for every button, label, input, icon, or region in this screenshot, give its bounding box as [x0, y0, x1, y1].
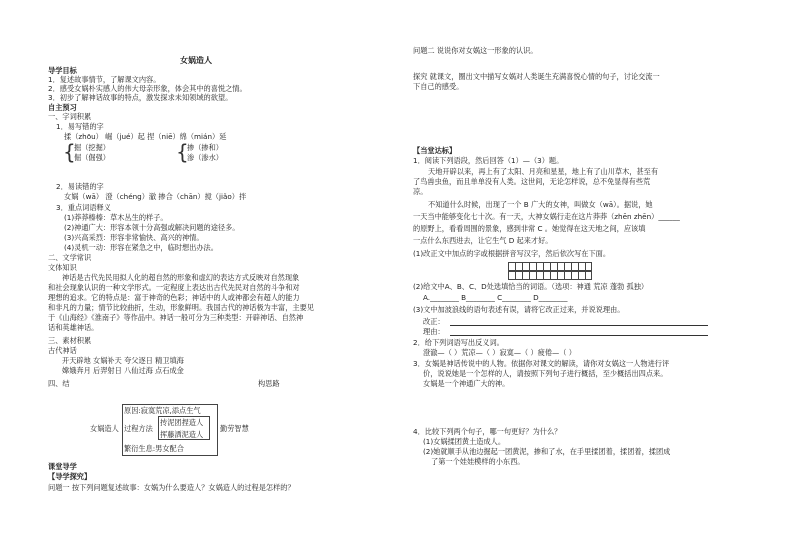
sub-question: (2)给文中A、B、C、D处选填恰当的词语。（选项：神通 荒凉 蓬勃 孤独） — [413, 282, 649, 291]
map-reason: 原因:寂寞荒凉,添点生气 — [124, 406, 201, 415]
passage-line: 天地开辟以来，再上有了太阳、月亮和星星，地上有了山川草木，甚至有 — [428, 167, 659, 176]
exercise-three: 3．女娲是神话传说中的人物。依据你对课文的解读，请你对女娲这一人物进行评 — [413, 359, 670, 368]
myth-row: 开天辟地 女娲补天 夸父逐日 精卫填海 — [62, 356, 184, 365]
passage-line: 了鸟兽虫鱼，而且单单没有人类。这世间，无论怎样说，总不免显得有些荒 — [413, 177, 651, 186]
sub-question: (1)改正文中加点的字或根据拼音写汉字，然后依次写在下面。 — [413, 249, 611, 258]
map-root: 女娲造人 — [90, 424, 119, 433]
char-row: 揉（zhōu） 崛（jué）起 捏（niē）绵（mián）延 — [64, 132, 227, 141]
section-heading: 四、结 — [48, 379, 70, 388]
myth-row: 嫦娥奔月 后羿射日 八仙过海 点石成金 — [62, 366, 184, 375]
section-heading: 三、素材积累 — [48, 336, 92, 345]
subsection-heading: 2．易读错的字 — [56, 182, 104, 191]
char-item: 倔（倔强） — [74, 153, 110, 162]
passage-line: 不知道什么时候，出现了一个 B 广大的女神，叫做女（wā）。据说，她 — [428, 200, 653, 209]
passage-line: 一天当中能够变化七十次。有一天，大神女娲行走在这片莽莽（zhēn zhēn）______ — [413, 212, 680, 221]
paragraph-line: 神话是古代先民用拟人化的超自然的形象和虚幻的表达方式反映对自然现象 — [62, 273, 300, 282]
answer-line[interactable] — [450, 335, 708, 336]
goal-item: 2．感受女娲朴实感人的伟大母亲形象，体会其中的喜悦之情。 — [48, 84, 247, 93]
word-item: (1)莽莽榛榛：草木丛生的样子。 — [64, 213, 168, 222]
inquiry-line: 下自己的感受。 — [413, 82, 464, 91]
paragraph-line: 理想的追求。它的特点是：富于神奇的色彩；神话中的人或神都会有超人的能力 — [48, 293, 300, 302]
map-end: 勤劳智慧 — [220, 424, 249, 433]
subsection-heading: 1．易写错的字 — [56, 122, 104, 131]
section-heading: 一、字词积累 — [48, 112, 92, 121]
answer-blanks[interactable]: A.________ B________ C________ D________ — [423, 293, 568, 302]
sentence-option: 了第一个娃娃模样的小东西。 — [431, 457, 525, 466]
goal-item: 3．初步了解神话故事的特点，激发探求未知领域的欲望。 — [48, 93, 233, 102]
char-item: 掘（挖掘） — [74, 143, 110, 152]
char-row: 女娲（wā） 澄（chéng）澈 掺合（chān）搅（jiǎo）拌 — [64, 192, 247, 201]
brace-icon: { — [176, 140, 189, 164]
question-one: 问题一 按下列问题复述故事：女娲为什么要造人？女娲造人的过程是怎样的？ — [48, 483, 295, 492]
sub-question: (3)文中加波浪线的语句表述有误，请将它改正过来，并说说理由。 — [413, 305, 625, 314]
word-item: (3)兴高采烈：形容非常愉快、高兴的神情。 — [64, 233, 204, 242]
map-process: 过程方法 — [124, 424, 153, 433]
prestudy-heading: 自主预习 — [48, 103, 77, 112]
sentence-option: (2)她就顺手从池边掘起一团黄泥，掺和了水，在手里揉团着，揉团着，揉团成 — [423, 447, 671, 456]
section-heading-tail: 构思路 — [258, 379, 280, 388]
char-item: 渗（渗水） — [187, 153, 223, 162]
word-item: (4)灵机一动：形容在紧急之中，临时想出办法。 — [64, 243, 218, 252]
correction-label: 改正： — [423, 317, 445, 326]
map-process-item: 抟泥团捏造人 — [160, 418, 204, 427]
map-result: 繁衍生息:男女配合 — [124, 444, 184, 453]
paragraph-line: 和社会现象认识的一种文学形式。一定程度上表达出古代先民对自然的斗争和对 — [48, 283, 300, 292]
explore-heading: 【导学探究】 — [48, 472, 92, 481]
brace-icon: { — [63, 140, 76, 164]
exercise-three: 价，说说她是一个怎样的人，请按照下列句子进行概括，至少概括出四点来。 — [423, 369, 668, 378]
answer-line[interactable] — [450, 325, 708, 326]
subsection-heading: 古代神话 — [48, 346, 77, 355]
page-title: 女娲造人 — [180, 56, 212, 65]
passage-line: 凉。 — [413, 187, 428, 196]
goal-item: 1．复述故事情节，了解课文内容。 — [48, 75, 161, 84]
exercise-three: 女娲是一个神通广大的神。 — [423, 379, 510, 388]
practice-heading: 【当堂达标】 — [413, 146, 457, 155]
word-item: (2)神通广大：形容本领十分高强或解决问题的途径多。 — [64, 223, 240, 232]
subsection-heading: 3．重点词语释义 — [56, 203, 111, 212]
reason-label: 理由： — [423, 327, 445, 336]
exercise-two: 2．给下列词语写出反义词。 — [413, 338, 504, 347]
paragraph-line: 于《山海经》《淮南子》等作品中。神话一般可分为三种类型：开辟神话、自然神 — [48, 313, 304, 322]
paragraph-line: 话和英雄神话。 — [48, 323, 99, 332]
inquiry-line: 探究 就课文，圈出文中描写女娲对人类诞生充满喜悦心情的句子，讨论交流一 — [413, 72, 660, 81]
answer-grid[interactable] — [508, 262, 592, 271]
exercise-one: 1．阅读下列语段，然后回答（1）—（3）题。 — [413, 156, 564, 165]
antonym-row[interactable]: 澄澈—（ ）荒凉—（ ）寂寞—（ ）疲倦—（ ） — [423, 348, 576, 357]
passage-line: 一点什么东西进去，让它生气 D 起来才好。 — [413, 236, 553, 245]
section-heading: 二、文学常识 — [48, 253, 92, 262]
map-process-item: 挥藤洒泥造人 — [160, 430, 204, 439]
paragraph-line: 和非凡的力量；情节比较曲折，生动，形象鲜明。我国古代的神话极为丰富，主要见 — [48, 303, 314, 312]
goals-heading: 导学目标 — [48, 66, 77, 75]
passage-line: 的原野上，看看周围的景象，感到非常 C 。她觉得在这天地之间，应该填 — [413, 224, 646, 233]
char-item: 掺（掺和） — [187, 143, 223, 152]
subsection-heading: 文体知识 — [48, 263, 77, 272]
exercise-four: 4．比较下列两个句子，哪一句更好？为什么？ — [413, 427, 562, 436]
answer-grid[interactable] — [508, 271, 592, 280]
question-two: 问题二 说说你对女娲这一形象的认识。 — [413, 46, 538, 55]
sentence-option: (1)女娲揉团黄土造成人。 — [423, 437, 506, 446]
class-heading: 课堂导学 — [48, 462, 77, 471]
map-bracket — [210, 404, 218, 456]
